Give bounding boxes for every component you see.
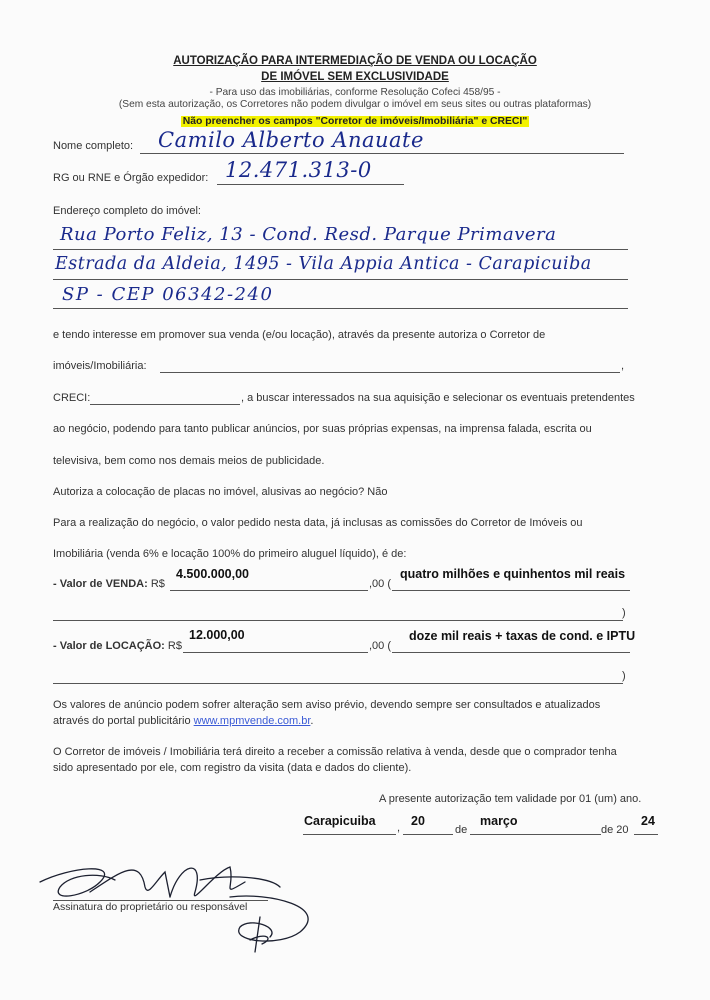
rent-amount-field[interactable]: 12.000,00 [189, 628, 245, 642]
warning-row [0, 111, 710, 129]
ads-notice-period: . [310, 715, 314, 727]
portal-link[interactable]: www.mpmvende.com.br [193, 715, 311, 727]
city-underline [303, 834, 396, 835]
value-intro: Para a realização do negócio, o valor pedido nesta data, já inclusas as comissões do Corretor de Imóveis ou [53, 517, 583, 529]
form-title-line1: AUTORIZAÇÃO PARA INTERMEDIAÇÃO DE VENDA OU LOCAÇÃO [173, 55, 537, 67]
day-field[interactable]: 20 [411, 814, 425, 828]
rent-label: - Valor de LOCAÇÃO: [53, 640, 165, 652]
form-subtitle-resolution: - Para uso das imobiliárias, conforme Resolução Cofeci 458/95 - [209, 87, 501, 98]
interest-text: e tendo interesse em promover sua venda (e/ou locação), através da presente autoriza o Corretor de [53, 329, 546, 341]
warning-highlight: Não preencher os campos "Corretor de imóveis/Imobiliária" e CRECI" [182, 116, 528, 127]
validity-text: A presente autorização tem validade por 01 (um) ano. [379, 793, 642, 805]
form-title-line2: DE IMÓVEL SEM EXCLUSIVIDADE [261, 71, 449, 83]
address-field-line3[interactable]: SP - CEP 06342-240 [62, 284, 274, 305]
broker-label: imóveis/Imobiliária: [53, 360, 147, 372]
date-comma: , [397, 822, 401, 834]
address-label: Endereço completo do imóvel: [53, 205, 201, 217]
sale-words-underline-2 [53, 620, 623, 621]
year-underline [634, 834, 658, 835]
sale-cents: ,00 ( [369, 578, 392, 590]
commission-line1: O Corretor de imóveis / Imobiliária terá direito a receber a comissão relativa à venda, desde que o comprador tenha [53, 746, 617, 758]
date-de1: de [455, 824, 468, 836]
address-underline-1 [53, 249, 628, 250]
name-label: Nome completo: [53, 140, 134, 152]
city-field[interactable]: Carapicuiba [304, 814, 376, 828]
address-underline-2 [53, 279, 628, 280]
sale-close-paren: ) [622, 607, 626, 619]
rent-currency: R$ [167, 640, 182, 652]
rg-label: RG ou RNE e Órgão expedidor: [53, 172, 209, 184]
sale-amount-underline [170, 590, 368, 591]
rent-words-field[interactable]: doze mil reais + taxas de cond. e IPTU [409, 629, 636, 643]
form-subtitle-notice: (Sem esta autorização, os Corretores não podem divulgar o imóvel em seus sites ou outras plataformas) [118, 99, 592, 110]
signature-stroke-3 [170, 867, 245, 897]
commission-line2: sido apresentado por ele, com registro da visita (data e dados do cliente). [53, 762, 412, 774]
signs-question: Autoriza a colocação de placas no imóvel, alusivas ao negócio? Não [53, 486, 388, 498]
ads-notice-text: através do portal publicitário [53, 715, 191, 727]
signature-label: Assinatura do proprietário ou responsável [53, 901, 248, 913]
name-underline [140, 153, 624, 154]
creci-text: , a buscar interessados na sua aquisição e selecionar os eventuais pretendentes [241, 392, 635, 404]
ads-notice-line1: Os valores de anúncio podem sofrer alteração sem aviso prévio, devendo sempre ser consultados e atualizados [53, 699, 601, 711]
broker-field[interactable] [160, 372, 620, 373]
year-field[interactable]: 24 [641, 814, 655, 828]
day-underline [403, 834, 453, 835]
sale-label: - Valor de VENDA: [53, 578, 148, 590]
creci-label: CRECI: [53, 392, 91, 404]
rg-underline [217, 184, 404, 185]
rent-row [53, 640, 182, 652]
date-de2: de 20 [601, 824, 629, 836]
rg-field[interactable]: 12.471.313-0 [225, 158, 372, 182]
address-field-line2[interactable]: Estrada da Aldeia, 1495 - Vila Appia Antica - Carapicuiba [55, 254, 592, 274]
sale-words-field[interactable]: quatro milhões e quinhentos mil reais [400, 567, 626, 581]
creci-field[interactable] [90, 404, 240, 405]
month-field[interactable]: março [480, 814, 518, 828]
rent-amount-underline [183, 652, 368, 653]
name-field[interactable]: Camilo Alberto Anauate [158, 128, 424, 152]
rent-words-underline-2 [53, 683, 623, 684]
address-field-line1[interactable]: Rua Porto Feliz, 13 - Cond. Resd. Parque Primavera [60, 224, 557, 245]
sale-row [53, 578, 165, 590]
tv-text: televisiva, bem como nos demais meios de publicidade. [53, 455, 325, 467]
rent-close-paren: ) [622, 670, 626, 682]
month-underline [470, 834, 601, 835]
sale-words-underline [392, 590, 630, 591]
sale-amount-field[interactable]: 4.500.000,00 [176, 567, 249, 581]
ads-notice-line2 [53, 715, 313, 727]
address-underline-3 [53, 308, 628, 309]
business-text: ao negócio, podendo para tanto publicar anúncios, por suas próprias expensas, na imprensa falada, escrita ou [53, 423, 592, 435]
signature-stroke-2 [90, 870, 170, 897]
sale-currency: R$ [150, 578, 165, 590]
rent-cents: ,00 ( [369, 640, 392, 652]
rent-words-underline [392, 652, 630, 653]
broker-end-comma: , [621, 360, 625, 372]
value-intro-2: Imobiliária (venda 6% e locação 100% do primeiro aluguel líquido), é de: [53, 548, 407, 560]
